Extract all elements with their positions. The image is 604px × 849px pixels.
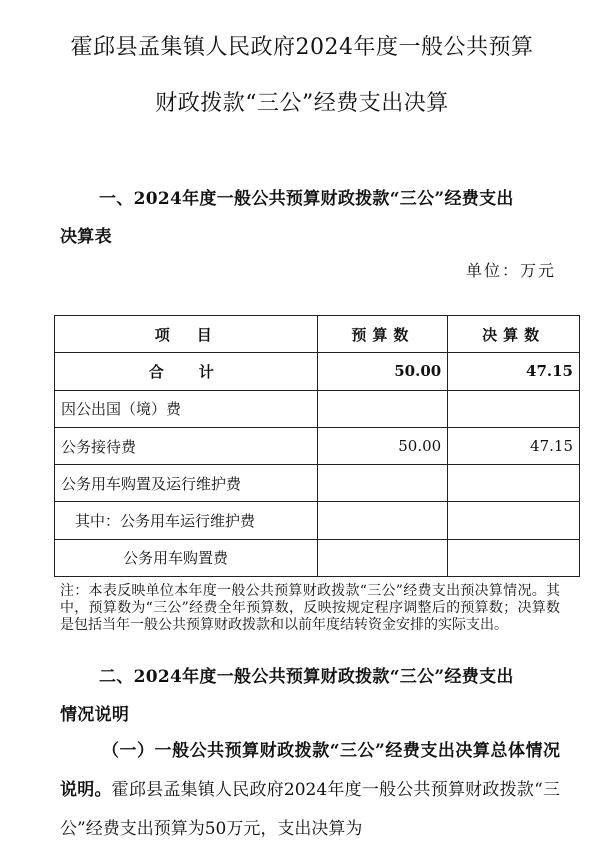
table-row-total [55, 353, 580, 390]
row-budget: 50.00 [318, 427, 448, 464]
row-actual [448, 539, 580, 576]
document-title-line2: 财政拨款“三公”经费支出决算 [155, 91, 449, 116]
expenditure-table [54, 315, 580, 577]
table-row [55, 427, 580, 464]
document-title-line1: 霍邱县孟集镇人民政府2024年度一般公共预算 [70, 35, 534, 60]
row-label: 公务接待费 [55, 427, 318, 464]
section2-heading-line2: 情况说明 [60, 705, 130, 725]
row-actual: 47.15 [448, 427, 580, 464]
unit-label: 单位：万元 [465, 261, 556, 280]
section2-heading-line1: 二、2024年度一般公共预算财政拨款“三公”经费支出 [99, 667, 514, 687]
section1-heading-line2: 决算表 [60, 227, 112, 247]
table-row [55, 465, 580, 502]
row-label: 因公出国（境）费 [55, 390, 318, 427]
section1-heading-line1: 一、2024年度一般公共预算财政拨款“三公”经费支出 [99, 189, 514, 209]
table-header-row [55, 316, 580, 353]
summary-paragraph [60, 732, 560, 849]
summary-paragraph-lead: （一）一般公共预算财政拨款“三公”经费支出决算总体情况说明。 [60, 741, 560, 800]
header-budget: 预算数 [318, 316, 448, 353]
row-budget [318, 502, 448, 539]
row-actual [448, 390, 580, 427]
table-note: 注：本表反映单位本年度一般公共预算财政拨款“三公”经费支出预决算情况。其中，预算数为“三公”经费全年预算数，反映按规定程序调整后的预算数；决算数是包括当年一般公共预算财政拨款和以前年度结转资金安排的实际支出。 [60, 583, 560, 633]
row-label: 其中：公务用车运行维护费 [55, 502, 318, 539]
row-actual [448, 502, 580, 539]
table-row [55, 390, 580, 427]
row-actual: 47.15 [448, 353, 580, 390]
row-budget: 50.00 [318, 353, 448, 390]
header-actual: 决算数 [448, 316, 580, 353]
row-label: 公务用车购置费 [55, 539, 318, 576]
row-budget [318, 390, 448, 427]
row-label: 公务用车购置及运行维护费 [55, 465, 318, 502]
table-row [55, 539, 580, 576]
row-budget [318, 539, 448, 576]
row-budget [318, 465, 448, 502]
header-item: 项 目 [55, 316, 318, 353]
summary-paragraph-text: 霍邱县孟集镇人民政府2024年度一般公共预算财政拨款“三公”经费支出预算为50万元，支出决算为 [60, 780, 560, 839]
row-actual [448, 465, 580, 502]
table-row [55, 502, 580, 539]
row-label: 合 计 [55, 353, 318, 390]
